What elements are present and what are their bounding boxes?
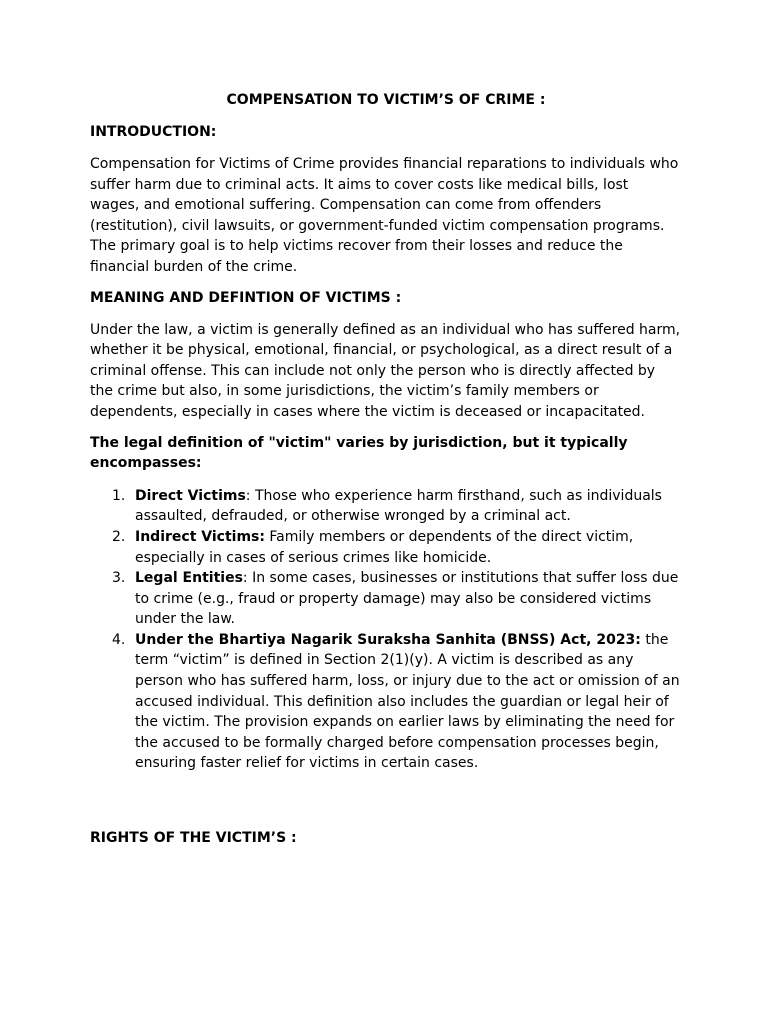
list-item-lead: Legal Entities xyxy=(135,570,243,587)
rights-heading: RIGHTS OF THE VICTIM’S : xyxy=(90,830,297,847)
list-item-text: : In some cases, businesses or institutions that suffer loss due to crime (e.g., fraud or property damage) may also be considered victims under the law. xyxy=(135,570,679,628)
list-item-lead: Direct Victims xyxy=(135,487,246,504)
introduction-paragraph: Compensation for Victims of Crime provides financial reparations to individuals who suffer harm due to criminal acts. It aims to cover costs like medical bills, lost wages, and emotional suffering. Compensation can come from offenders (restitution), civil lawsuits, or government-funded victim compensation programs. The primary goal is to help victims recover from their losses and reduce the financial burden of the crime. xyxy=(90,156,679,275)
list-number: 4. xyxy=(112,631,126,648)
list-number: 3. xyxy=(112,570,126,587)
list-item xyxy=(90,486,682,527)
list-item xyxy=(90,630,682,774)
meaning-paragraph: Under the law, a victim is generally defined as an individual who has suffered harm, whether it be physical, emotional, financial, or psychological, as a direct result of a criminal offense. This can include not only the person who is directly affected by the crime but also, in some jurisdictions, the victim’s family members or dependents, especially in cases where the victim is deceased or incapacitated. xyxy=(90,321,681,420)
list-item-text: Family members or dependents of the direct victim, especially in cases of serious crimes like homicide. xyxy=(135,528,634,566)
list-number: 2. xyxy=(112,528,126,545)
list-number: 1. xyxy=(112,487,126,504)
document-page xyxy=(90,90,682,860)
list-item-text: the term “victim” is defined in Section 2(1)(y). A victim is described as any person who has suffered harm, loss, or injury due to the act or omission of an accused individual. This definition also includes the guardian or legal heir of the victim. The provision expands on earlier laws by eliminating the need for the accused to be formally charged before compensation processes begin, ensuring faster relief for victims in certain cases. xyxy=(135,631,680,772)
legal-definition-intro: The legal definition of "victim" varies by jurisdiction, but it typically encompasses: xyxy=(90,434,628,472)
document-title: COMPENSATION TO VICTIM’S OF CRIME : xyxy=(226,92,546,108)
list-item xyxy=(90,527,682,568)
blank-space xyxy=(90,774,682,828)
list-item-text: : Those who experience harm firsthand, such as individuals assaulted, defrauded, or otherwise wronged by a criminal act. xyxy=(135,487,662,525)
victim-definition-list xyxy=(90,486,682,774)
list-item xyxy=(90,568,682,630)
meaning-heading: MEANING AND DEFINTION OF VICTIMS : xyxy=(90,289,402,306)
introduction-heading: INTRODUCTION: xyxy=(90,124,217,140)
list-item-lead: Indirect Victims: xyxy=(135,528,265,545)
list-item-lead: Under the Bhartiya Nagarik Suraksha Sanhita (BNSS) Act, 2023: xyxy=(135,631,641,648)
